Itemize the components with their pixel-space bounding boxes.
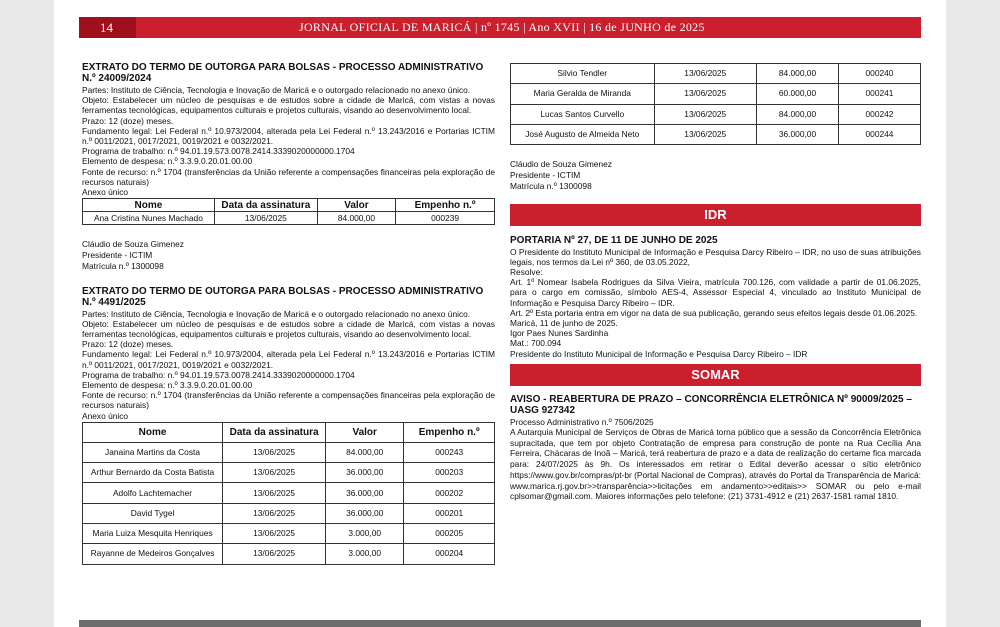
notice-body: A Autarquia Municipal de Serviços de Obras de Maricá torna público que a sessão da Concorrência Eletrônica supracitada, que tem por objeto Contratação de empresa para construção de ponte na Rua Cecília Ana Ferreira, Chácaras de Inoã – Maricá, terá reabertura de prazo e a data de realização do certame fica marcada para: 24/07/2025 às 9h. Os interessados em retirar o Edital deverão acessar o sítio eletrônico https://www.gov.br/compras/pt-br (Portal Nacional de Compras), através do Portal da Transparência de Maricá: www.marica.rj.gov.br>>transparência>>licitações em andamento>>editais>> SOMAR ou pelo e-mail cplsomar@gmail.com. Maiores informações pelo telefone: (21) 3731-4912 e (21) 2637-1581 ramal 1810. bbox=[510, 427, 921, 502]
term-line: Prazo: 12 (doze) meses. bbox=[82, 115, 174, 126]
ordinance-signatory-role: Presidente do Instituto Municipal de Informação e Pesquisa Darcy Ribeiro – IDR bbox=[510, 348, 808, 359]
cell-value: 36.000,00 bbox=[326, 503, 404, 523]
cell-value: 3.000,00 bbox=[326, 524, 404, 544]
cell-commitment: 000239 bbox=[396, 212, 495, 225]
parties-line: Partes: Instituto de Ciência, Tecnologia e Inovação de Maricá e o outorgado relacionado no anexo único. bbox=[82, 308, 471, 319]
table-row bbox=[511, 64, 921, 84]
cell-commitment: 000202 bbox=[404, 483, 495, 503]
ordinance-resolve: Resolve: bbox=[510, 266, 543, 277]
cell-commitment: 000205 bbox=[404, 524, 495, 544]
cell-date: 13/06/2025 bbox=[214, 212, 317, 225]
ordinance-signatory-registration: Mat.: 700.094 bbox=[510, 338, 562, 349]
col-header-name: Nome bbox=[83, 422, 223, 442]
cell-name: Adolfo Lachtemacher bbox=[83, 483, 223, 503]
signatory-name: Cláudio de Souza Gimenez bbox=[82, 239, 184, 250]
expense-element-line: Elemento de despesa: n.º 3.3.9.0.20.01.00.00 bbox=[82, 156, 253, 167]
cell-value: 3.000,00 bbox=[326, 544, 404, 564]
signatory-name: Cláudio de Souza Gimenez bbox=[510, 159, 612, 170]
cell-date: 13/06/2025 bbox=[654, 84, 757, 104]
cell-name: Maria Luiza Mesquita Henriques bbox=[83, 524, 223, 544]
annex-label: Anexo único bbox=[82, 187, 129, 198]
table-row bbox=[83, 442, 495, 462]
right-column bbox=[510, 62, 921, 502]
cell-date: 13/06/2025 bbox=[223, 463, 326, 483]
table-row bbox=[83, 483, 495, 503]
newspaper-page bbox=[54, 0, 946, 627]
notice-process-number: Processo Administrativo n.º 7506/2025 bbox=[510, 416, 654, 427]
ordinance-title: PORTARIA Nº 27, DE 11 DE JUNHO DE 2025 bbox=[510, 234, 718, 246]
cell-commitment: 000204 bbox=[404, 544, 495, 564]
table-row bbox=[83, 212, 495, 225]
ordinance-preamble: O Presidente do Instituto Municipal de Informação e Pesquisa Darcy Ribeiro – IDR, no uso de suas atribuições legais, nos termos da Lei nº 360, de 03.05.2022, bbox=[510, 246, 921, 267]
object-line: Objeto: Estabelecer um núcleo de pesquisas e de estudos sobre a cidade de Maricá, com vistas a novas ferramentas tecnológicas, equipamentos culturais e projetos culturais, visando ao desenvolvimento local. bbox=[82, 95, 495, 116]
work-program-line: Programa de trabalho: n.º 94.01.19.573.0078.2414.3339020000000.1704 bbox=[82, 146, 355, 157]
col-header-date: Data da assinatura bbox=[214, 199, 317, 212]
cell-commitment: 000244 bbox=[839, 124, 921, 144]
cell-date: 13/06/2025 bbox=[654, 124, 757, 144]
col-header-date: Data da assinatura bbox=[223, 422, 326, 442]
ordinance-article-1: Art. 1º Nomear Isabela Rodrigues da Silva Vieira, matrícula 700.126, com validade a partir de 01.06.2025, para o cargo em comissão, símbolo AES-4, Assessor Especial 4, vinculado ao Instituto Municipal de Informação e Pesquisa Darcy Ribeiro – IDR. bbox=[510, 277, 921, 308]
page-number: 14 bbox=[79, 17, 136, 38]
cell-date: 13/06/2025 bbox=[223, 483, 326, 503]
doc-title: EXTRATO DO TERMO DE OUTORGA PARA BOLSAS - PROCESSO ADMINISTRATIVO N.º 4491/2025 bbox=[82, 285, 484, 308]
cell-date: 13/06/2025 bbox=[223, 503, 326, 523]
table-row bbox=[511, 104, 921, 124]
cell-date: 13/06/2025 bbox=[654, 64, 757, 84]
cell-commitment: 000242 bbox=[839, 104, 921, 124]
cell-name: José Augusto de Almeida Neto bbox=[511, 124, 655, 144]
cell-commitment: 000201 bbox=[404, 503, 495, 523]
cell-value: 84.000,00 bbox=[757, 104, 839, 124]
cell-name: Rayanne de Medeiros Gonçalves bbox=[83, 544, 223, 564]
cell-date: 13/06/2025 bbox=[654, 104, 757, 124]
cell-date: 13/06/2025 bbox=[223, 544, 326, 564]
cell-commitment: 000240 bbox=[839, 64, 921, 84]
next-page-strip bbox=[79, 620, 921, 627]
parties-line: Partes: Instituto de Ciência, Tecnologia e Inovação de Maricá e o outorgado relacionado no anexo único. bbox=[82, 85, 471, 95]
cell-name: Silvio Tendler bbox=[511, 64, 655, 84]
notice-title: AVISO - REABERTURA DE PRAZO – CONCORRÊNCIA ELETRÔNICA Nº 90009/2025 – UASG 927342 bbox=[510, 393, 912, 416]
section-bar-somar: SOMAR bbox=[510, 364, 921, 386]
work-program-line: Programa de trabalho: n.º 94.01.19.573.0078.2414.3339020000000.1704 bbox=[82, 369, 355, 380]
cell-commitment: 000241 bbox=[839, 84, 921, 104]
table-header-row bbox=[83, 199, 495, 212]
term-line: Prazo: 12 (doze) meses. bbox=[82, 339, 174, 350]
grant-table-continued bbox=[510, 63, 921, 145]
grant-table bbox=[82, 422, 495, 565]
object-line: Objeto: Estabelecer um núcleo de pesquisas e de estudos sobre a cidade de Maricá, com vistas a novas ferramentas tecnológicas, equipamentos culturais e projetos culturais, visando ao desenvolvimento local. bbox=[82, 318, 495, 340]
cell-name: David Tygel bbox=[83, 503, 223, 523]
signatory-role: Presidente - ICTIM bbox=[82, 250, 153, 261]
funding-source-line: Fonte de recurso: n.º 1704 (transferências da União referente a compensações financeiras pela exploração de recursos naturais) bbox=[82, 166, 495, 187]
cell-name: Janaina Martins da Costa bbox=[83, 442, 223, 462]
table-row bbox=[83, 544, 495, 564]
cell-name: Lucas Santos Curvello bbox=[511, 104, 655, 124]
page-header bbox=[79, 17, 921, 38]
expense-element-line: Elemento de despesa: n.º 3.3.9.0.20.01.00.00 bbox=[82, 380, 253, 391]
cell-name: Arthur Bernardo da Costa Batista bbox=[83, 463, 223, 483]
ordinance-article-2: Art. 2º Esta portaria entra em vigor na data de sua publicação, gerando seus efeitos legais desde 01.06.2025. bbox=[510, 307, 918, 318]
cell-value: 60.000,00 bbox=[757, 84, 839, 104]
signatory-registration: Matrícula n.º 1300098 bbox=[510, 180, 592, 191]
table-row bbox=[83, 503, 495, 523]
cell-name: Maria Geralda de Miranda bbox=[511, 84, 655, 104]
col-header-commitment: Empenho n.º bbox=[396, 199, 495, 212]
signatory-role: Presidente - ICTIM bbox=[510, 169, 581, 180]
cell-date: 13/06/2025 bbox=[223, 442, 326, 462]
cell-value: 36.000,00 bbox=[757, 124, 839, 144]
legal-basis-line: Fundamento legal: Lei Federal n.º 10.973/2004, alterada pela Lei Federal n.º 13.243/2016 e Portarias ICTIM n.º 0011/2021, 0017/2021, 0019/2021 e 0032/2021. bbox=[82, 125, 495, 147]
table-row bbox=[511, 124, 921, 144]
cell-value: 36.000,00 bbox=[326, 463, 404, 483]
table-row bbox=[83, 524, 495, 544]
cell-value: 84.000,00 bbox=[317, 212, 395, 225]
col-header-value: Valor bbox=[326, 422, 404, 442]
section-bar-idr: IDR bbox=[510, 204, 921, 226]
header-title: JORNAL OFICIAL DE MARICÁ | nº 1745 | Ano XVII | 16 de JUNHO de 2025 bbox=[299, 20, 705, 34]
legal-basis-line: Fundamento legal: Lei Federal n.º 10.973/2004, alterada pela Lei Federal n.º 13.243/2016 e Portarias ICTIM n.º 0011/2021, 0017/2021, 0019/2021 e 0032/2021. bbox=[82, 349, 495, 370]
table-header-row bbox=[83, 422, 495, 442]
ordinance-signatory-name: Igor Paes Nunes Sardinha bbox=[510, 328, 609, 339]
cell-commitment: 000243 bbox=[404, 442, 495, 462]
cell-name: Ana Cristina Nunes Machado bbox=[83, 212, 215, 225]
grant-table bbox=[82, 198, 495, 225]
annex-label: Anexo único bbox=[82, 410, 129, 421]
cell-date: 13/06/2025 bbox=[223, 524, 326, 544]
left-column bbox=[82, 62, 495, 565]
col-header-commitment: Empenho n.º bbox=[404, 422, 495, 442]
table-row bbox=[83, 463, 495, 483]
cell-value: 84.000,00 bbox=[757, 64, 839, 84]
signatory-registration: Matrícula n.º 1300098 bbox=[82, 260, 164, 271]
extract-4491 bbox=[82, 286, 495, 565]
ordinance-place-date: Maricá, 11 de junho de 2025. bbox=[510, 318, 618, 328]
cell-value: 84.000,00 bbox=[326, 442, 404, 462]
table-row bbox=[511, 84, 921, 104]
col-header-value: Valor bbox=[317, 199, 395, 212]
col-header-name: Nome bbox=[83, 199, 215, 212]
extract-24009 bbox=[82, 62, 495, 272]
cell-commitment: 000203 bbox=[404, 463, 495, 483]
cell-value: 36.000,00 bbox=[326, 483, 404, 503]
doc-title: EXTRATO DO TERMO DE OUTORGA PARA BOLSAS - PROCESSO ADMINISTRATIVO N.º 24009/2024 bbox=[82, 62, 484, 84]
funding-source-line: Fonte de recurso: n.º 1704 (transferências da União referente a compensações financeiras pela exploração de recursos naturais) bbox=[82, 390, 495, 411]
